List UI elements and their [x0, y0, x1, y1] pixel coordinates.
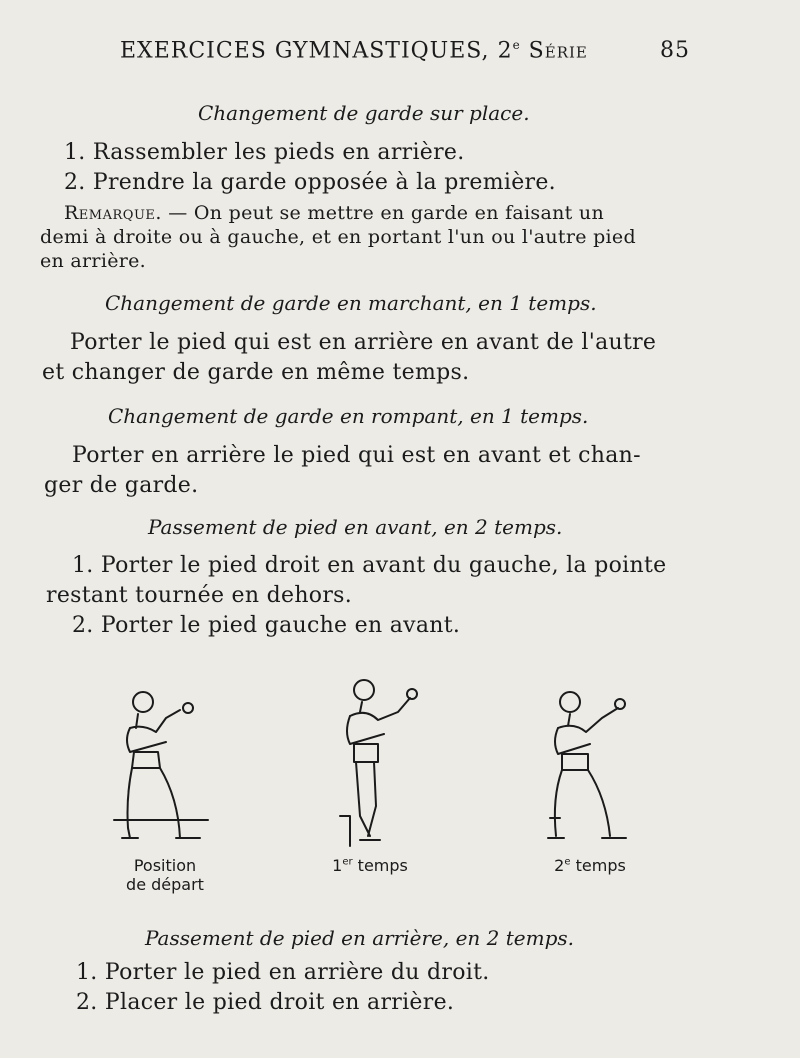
caption-number: 1 — [332, 856, 343, 875]
page-number: 85 — [660, 38, 690, 63]
figure-start-position — [108, 688, 218, 848]
section-title: Changement de garde en marchant, en 1 temps. — [105, 291, 597, 315]
remark-label: Remarque. — [64, 202, 162, 224]
remark-line: demi à droite ou à gauche, et en portant l'un ou l'autre pied — [40, 226, 636, 248]
caption-line: de départ — [126, 875, 204, 894]
figure-caption — [110, 856, 220, 894]
figure-second-step — [540, 688, 640, 848]
caption-number: 2 — [554, 856, 565, 875]
section-title: Passement de pied en arrière, en 2 temps. — [145, 926, 574, 950]
remark-text: — On peut se mettre en garde en faisant un — [168, 202, 604, 224]
running-header — [120, 38, 690, 63]
text-line: Porter le pied qui est en arrière en avant de l'autre — [70, 330, 657, 355]
caption-word: temps — [357, 856, 408, 875]
figure-caption — [535, 856, 645, 875]
section-title: Changement de garde sur place. — [198, 101, 530, 125]
caption-sup: e — [564, 856, 571, 868]
text-line: 1. Porter le pied en arrière du droit. — [76, 960, 490, 985]
text-line: et changer de garde en même temps. — [42, 360, 470, 385]
remark-line: en arrière. — [40, 250, 147, 272]
figure-caption — [315, 856, 425, 875]
header-series-sup: e — [512, 38, 521, 52]
figure-first-step — [330, 676, 430, 848]
text-line: Porter en arrière le pied qui est en avant et chan- — [72, 443, 641, 468]
header-title: EXERCICES GYMNASTIQUES, — [120, 38, 490, 64]
text-line: 1. Porter le pied droit en avant du gauche, la pointe — [72, 553, 667, 578]
header-series-word: Série — [528, 38, 588, 64]
text-line: 2. Prendre la garde opposée à la première. — [64, 170, 556, 195]
text-line: restant tournée en dehors. — [46, 583, 353, 608]
remark-line — [64, 202, 604, 224]
text-line: 2. Placer le pied droit en arrière. — [76, 990, 455, 1015]
text-line: 1. Rassembler les pieds en arrière. — [64, 140, 465, 165]
header-series-number: 2 — [497, 38, 513, 64]
text-line: 2. Porter le pied gauche en avant. — [72, 613, 461, 638]
section-title: Changement de garde en rompant, en 1 temps. — [108, 404, 589, 428]
caption-sup: er — [342, 856, 353, 868]
caption-line: Position — [133, 856, 197, 875]
text-line: ger de garde. — [44, 473, 199, 498]
caption-word: temps — [575, 856, 626, 875]
section-title: Passement de pied en avant, en 2 temps. — [148, 515, 563, 539]
